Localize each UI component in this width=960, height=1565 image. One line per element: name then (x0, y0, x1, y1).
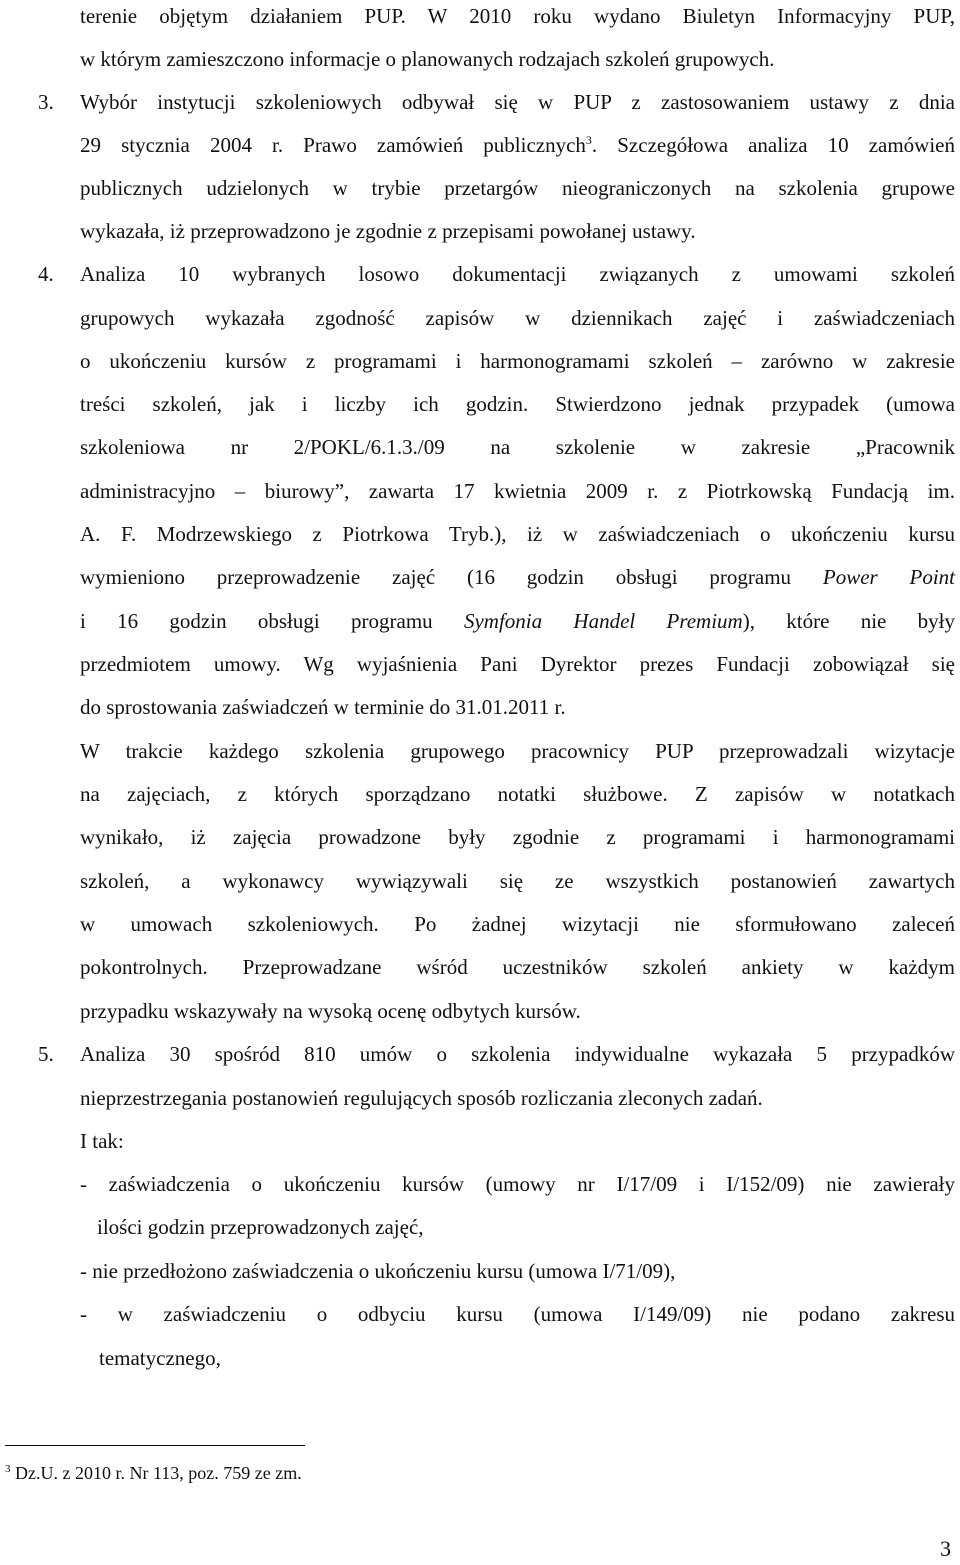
text-line: W trakcie każdego szkolenia grupowego pracownicy PUP przeprowadzali wizytacje (80, 739, 955, 763)
text-line: Analiza 30 spośród 810 umów o szkolenia indywidualne wykazała 5 przypadków (80, 1042, 955, 1066)
text-span: wymieniono przeprowadzenie zajęć (16 godzin obsługi programu (80, 565, 792, 589)
text-line: przypadku wskazywały na wysoką ocenę odbytych kursów. (80, 999, 581, 1023)
text-line: o ukończeniu kursów z programami i harmonogramami szkoleń – zarówno w zakresie (80, 349, 955, 373)
text-line: szkoleń, a wykonawcy wywiązywali się ze wszystkich postanowień zawartych (80, 869, 955, 893)
text-span: ), które nie były (742, 609, 955, 633)
text-line (80, 563, 955, 591)
bullet-line: - w zaświadczeniu o odbyciu kursu (umowa I/149/09) nie podano zakresu (80, 1302, 955, 1326)
text-line: tematycznego, (99, 1346, 221, 1370)
text-span: . Szczegółowa analiza 10 zamówień (591, 133, 955, 157)
footnote-text: Dz.U. z 2010 r. Nr 113, poz. 759 ze zm. (15, 1463, 302, 1483)
text-line: wykazała, iż przeprowadzono je zgodnie z przepisami powołanej ustawy. (80, 219, 696, 243)
list-number: 4. (38, 262, 54, 286)
text-line: w umowach szkoleniowych. Po żadnej wizytacji nie sformułowano zaleceń (80, 912, 955, 936)
text-line: szkoleniowa nr 2/POKL/6.1.3./09 na szkolenie w zakresie „Pracownik (80, 435, 955, 459)
text-line: w którym zamieszczono informacje o planowanych rodzajach szkoleń grupowych. (80, 47, 775, 71)
text-line: wynikało, iż zajęcia prowadzone były zgodnie z programami i harmonogramami (80, 825, 955, 849)
text-line: na zajęciach, z których sporządzano notatki służbowe. Z zapisów w notatkach (80, 782, 955, 806)
text-line: pokontrolnych. Przeprowadzane wśród uczestników szkoleń ankiety w każdym (80, 955, 955, 979)
text-line: publicznych udzielonych w trybie przetargów nieograniczonych na szkolenia grupowe (80, 176, 955, 200)
text-line: Analiza 10 wybranych losowo dokumentacji związanych z umowami szkoleń (80, 262, 955, 286)
italic-term: Symfonia Handel Premium (463, 609, 743, 633)
footnote-reference: 3 (585, 133, 592, 147)
bullet-line: - zaświadczenia o ukończeniu kursów (umowy nr I/17/09 i I/152/09) nie zawierały (80, 1172, 955, 1196)
footnote-separator (5, 1445, 305, 1446)
text-line: administracyjno – biurowy”, zawarta 17 kwietnia 2009 r. z Piotrkowską Fundacją im. (80, 479, 955, 503)
text-line (80, 131, 955, 159)
text-span: i 16 godzin obsługi programu (80, 609, 433, 633)
text-line: Wybór instytucji szkoleniowych odbywał się w PUP z zastosowaniem ustawy z dnia (80, 90, 955, 114)
page-number: 3 (940, 1536, 951, 1561)
text-line: A. F. Modrzewskiego z Piotrkowa Tryb.), iż w zaświadczeniach o ukończeniu kursu (80, 522, 955, 546)
list-number: 5. (38, 1042, 54, 1066)
text-line: przedmiotem umowy. Wg wyjaśnienia Pani Dyrektor prezes Fundacji zobowiązał się (80, 652, 955, 676)
text-line: nieprzestrzegania postanowień regulujących sposób rozliczania zleconych zadań. (80, 1086, 763, 1110)
text-line: do sprostowania zaświadczeń w terminie do 31.01.2011 r. (80, 695, 566, 719)
text-line: terenie objętym działaniem PUP. W 2010 roku wydano Biuletyn Informacyjny PUP, (80, 4, 955, 28)
text-line: ilości godzin przeprowadzonych zajęć, (97, 1215, 424, 1239)
text-line: treści szkoleń, jak i liczby ich godzin. Stwierdzono jednak przypadek (umowa (80, 392, 955, 416)
text-line: I tak: (80, 1129, 124, 1153)
text-line: grupowych wykazała zgodność zapisów w dziennikach zajęć i zaświadczeniach (80, 306, 955, 330)
footnote (5, 1462, 302, 1484)
list-number: 3. (38, 90, 54, 114)
text-line (80, 607, 955, 635)
text-span: 29 stycznia 2004 r. Prawo zamówień publicznych (80, 133, 586, 157)
italic-term: Power Point (822, 565, 956, 589)
bullet-line: - nie przedłożono zaświadczenia o ukończeniu kursu (umowa I/71/09), (80, 1259, 676, 1283)
footnote-number: 3 (5, 1463, 11, 1475)
